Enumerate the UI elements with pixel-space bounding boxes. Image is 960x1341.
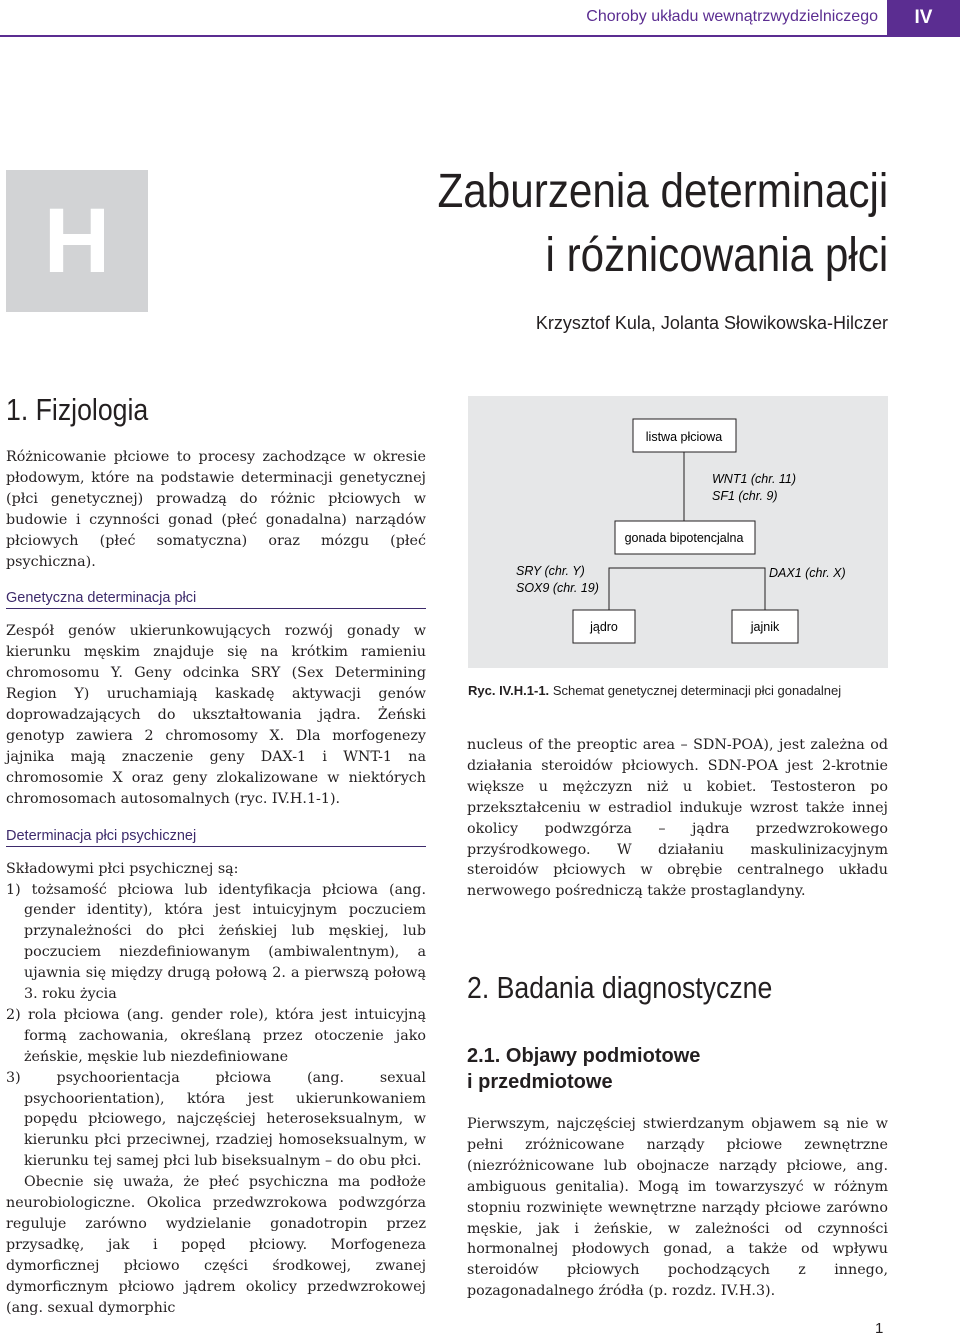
chapter-letter-box: H <box>6 170 148 312</box>
left-column <box>6 392 426 1319</box>
list-item: 1) tożsamość płciowa lub identyfikacja płciowa (ang. gender identity), która jest intuicyjnym poczuciem przynależności do płci żeńskiej lub męskiej, lub poczuciem niezdefiniowanym (ambiwalentnym), a ujawnia się między drugą połową 2. a pierwszą połową 3. roku życia <box>6 881 426 1003</box>
part-badge: IV <box>887 0 960 35</box>
subsection-psychic-intro: Składowymi płci psychicznej są: <box>6 860 239 877</box>
section-2-heading-wrap <box>467 970 822 1006</box>
genes-left-2: SOX9 (chr. 19) <box>516 581 599 595</box>
node-label-top: listwa płciowa <box>645 430 723 444</box>
subsection-genetic-text: Zespół genów ukierunkowujących rozwój gonady w kierunku męskim znajduje się na krótkim ramieniu chromosomu Y. Geny odcinka SRY (Sex Determining Region Y) uruchamiają kaskadę aktywacji genów doprowadzających do ukształtowania jądra. Żeński genotyp zawiera 2 chromosomy X. Dla morfogenezy jajnika mają znaczenie geny DAX-1 i WNT-1 na chromosomie X oraz geny zlokalizowane w niektórych chromosomach autosomalnych (ryc. IV.H.1-1). <box>6 623 426 807</box>
subsection-genetic-heading: Genetyczna determinacja płci <box>6 590 426 609</box>
genes-left-1: SRY (chr. Y) <box>516 564 585 578</box>
right-column-continuation <box>467 735 888 902</box>
page-number: 1 <box>875 1320 884 1337</box>
list-item: 3) psychoorientacja płciowa (ang. sexual psychoorientation), która jest ukierunkowaniem popędu płciowego, najczęściej heteroseksualnym, w kierunku płci przeciwnej, rzadziej homoseksualnym, w kierunku tej samej płci lub biseksualnym – do obu płci. <box>6 1069 426 1170</box>
authors: Krzysztof Kula, Jolanta Słowikowska-Hilczer <box>535 313 888 333</box>
section-2-1-text: Pierwszym, najczęściej stwierdzanym objawem są nie w pełni zróżnicowane narządy płciowe zewnętrzne (niezróżnicowane lub obojnacze narządy płciowe, ang. ambiguous genitalia). Mogą im towarzyszyć w różnym stopniu rozwinięte wewnętrzne narządy płciowe zarówno męskie, jak i żeńskie, w zależności od czynności hormonalnej płodowych gonad, a także od wpływu steroidów płciowych pochodzących z innego, pozagonadalnego źródła (p. rozdz. IV.H.3). <box>467 1116 888 1300</box>
section-2-heading: 2. Badania diagnostyczne <box>467 970 773 1005</box>
chapter-title-line-2: i różnicowania płci <box>545 229 888 282</box>
connector-left <box>609 568 615 610</box>
genes-right: DAX1 (chr. X) <box>769 566 846 580</box>
node-label-middle: gonada bipotencjalna <box>624 531 744 545</box>
section-2-1-body <box>467 1114 888 1302</box>
chapter-title-line-1: Zaburzenia determinacji <box>437 165 888 218</box>
psychic-sex-components-list <box>6 880 426 1173</box>
figure-svg <box>468 396 888 668</box>
section-2-1-heading <box>467 1043 700 1095</box>
subsection-psychic-heading: Determinacja płci psychicznej <box>6 828 426 847</box>
node-label-right: jajnik <box>750 620 780 634</box>
genes-upper-2: SF1 (chr. 9) <box>712 489 778 503</box>
figure-caption <box>468 682 928 700</box>
section-2-1-heading-line-1: 2.1. Objawy podmiotowe <box>467 1045 701 1067</box>
header-rule <box>0 35 960 37</box>
running-header-title: Choroby układu wewnątrzwydzielniczego <box>586 8 878 25</box>
chapter-title <box>437 160 888 288</box>
section-2-1-heading-line-2: i przedmiotowe <box>467 1071 613 1093</box>
section-1-closing: Obecnie się uważa, że płeć psychiczna ma podłoże neurobiologiczne. Okolica przedwzrokowa podwzgórza reguluje zarówno wydzielanie gonadotropin przez przysadkę, jak i popęd płciowy. Morfogeneza dymorficznej płciowo części środkowej, zwanej dymorficznym płciowo jądrem okolicy przedwzrokowej (ang. sexual dymorphic <box>6 1174 426 1316</box>
figure-caption-label: Ryc. IV.H.1-1. <box>468 683 550 698</box>
figure-caption-text: Schemat genetycznej determinacji płci gonadalnej <box>552 683 842 698</box>
figure-diagram <box>468 396 888 668</box>
continuation-text: nucleus of the preoptic area – SDN-POA), jest zależna od działania steroidów płciowych. SDN-POA jest 2-krotnie większe u mężczyzn niż u kobiet. Testosteron po przekształceniu w estradiol indukuje wzrost także innej okolicy podwzgórza – jądra przedwzrokowego przyśrodkowego. W działaniu maskulinizacyjnym steroidów płciowych w obrębie centralnego układu nerwowego pośredniczą także prostaglandyny. <box>467 737 888 900</box>
connector-right <box>755 568 765 610</box>
list-item: 2) rola płciowa (ang. gender role), która jest intuicyjną formą zachowania, określaną przez otoczenie jako żeńskie, męskie lub niezdefiniowane <box>6 1006 426 1065</box>
section-1-intro: Różnicowanie płciowe to procesy zachodzące w okresie płodowym, które na podstawie determinacji genetycznej (płci genetycznej) prowadzą do różnic płciowych w budowie i czynności gonad (płeć gonadalna) narządów płciowych (płeć somatyczna) oraz mózgu (płeć psychiczna). <box>6 449 426 570</box>
genes-upper-1: WNT1 (chr. 11) <box>712 472 797 486</box>
section-1-heading: 1. Fizjologia <box>6 392 149 427</box>
node-label-left: jądro <box>590 620 618 634</box>
